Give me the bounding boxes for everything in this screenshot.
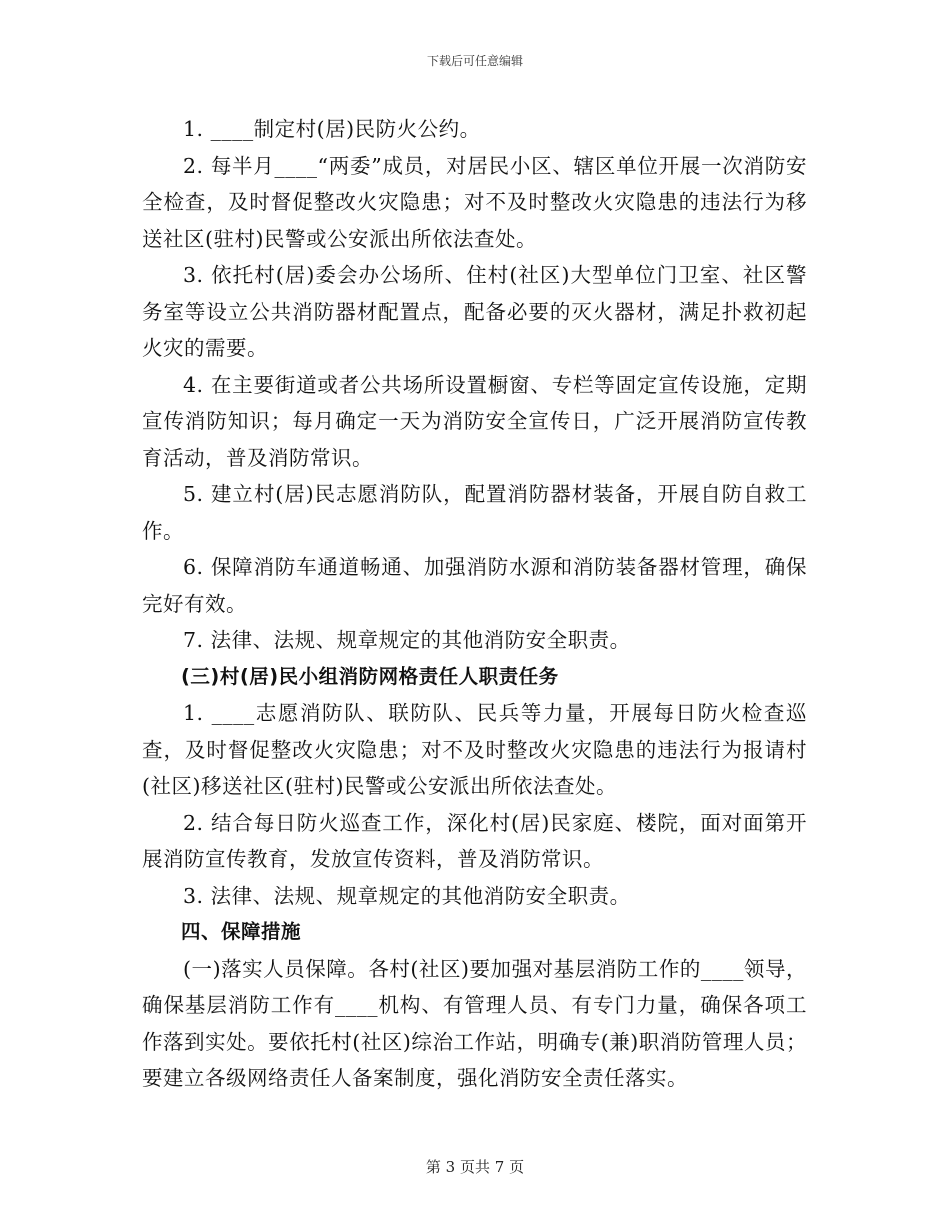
section-heading-4: 四、保障措施 (181, 920, 302, 943)
paragraph-item-9: 2. 结合每日防火巡查工作，深化村(居)民家庭、楼院，面对面第开展消防宣传教育，发放宣传资料，普及消防常识。 (142, 810, 807, 871)
paragraph-item-5: 5. 建立村(居)民志愿消防队，配置消防器材装备，开展自防自救工作。 (142, 482, 807, 543)
document-body (142, 111, 807, 1097)
paragraph-item-7: 7. 法律、法规、规章规定的其他消防安全职责。 (183, 628, 631, 652)
paragraph-item-1: 1. ____制定村(居)民防火公约。 (183, 117, 481, 141)
paragraph-item-3: 3. 依托村(居)委会办公场所、住村(社区)大型单位门卫室、社区警务室等设立公共消防器材配置点，配备必要的灭火器材，满足扑救初起火灾的需要。 (142, 263, 807, 360)
paragraph-item-11: (一)落实人员保障。各村(社区)要加强对基层消防工作的____领导，确保基层消防工作有____机构、有管理人员、有专门力量，确保各项工作落到实处。要依托村(社区)综治工作站，明确专(兼)职消防管理人员；要建立各级网络责任人备案制度，强化消防安全责任落实。 (142, 956, 807, 1090)
paragraph-item-8: 1. ____志愿消防队、联防队、民兵等力量，开展每日防火检查巡查，及时督促整改火灾隐患；对不及时整改火灾隐患的违法行为报请村(社区)移送社区(驻村)民警或公安派出所依法查处。 (142, 701, 807, 798)
paragraph-item-10: 3. 法律、法规、规章规定的其他消防安全职责。 (183, 883, 631, 908)
section-heading-3: (三)村(居)民小组消防网格责任人职责任务 (181, 664, 559, 688)
paragraph-item-4: 4. 在主要街道或者公共场所设置橱窗、专栏等固定宣传设施，定期宣传消防知识；每月确定一天为消防安全宣传日，广泛开展消防宣传教育活动，普及消防常识。 (142, 372, 807, 470)
page-number: 第 3 页共 7 页 (425, 1158, 525, 1176)
paragraph-item-2: 2. 每半月____“两委”成员，对居民小区、辖区单位开展一次消防安全检查，及时督促整改火灾隐患；对不及时整改火灾隐患的违法行为移送社区(驻村)民警或公安派出所依法查处。 (142, 153, 807, 251)
page-header-note: 下载后可任意编辑 (426, 54, 523, 68)
paragraph-item-6: 6. 保障消防车通道畅通、加强消防水源和消防装备器材管理，确保完好有效。 (142, 555, 807, 616)
